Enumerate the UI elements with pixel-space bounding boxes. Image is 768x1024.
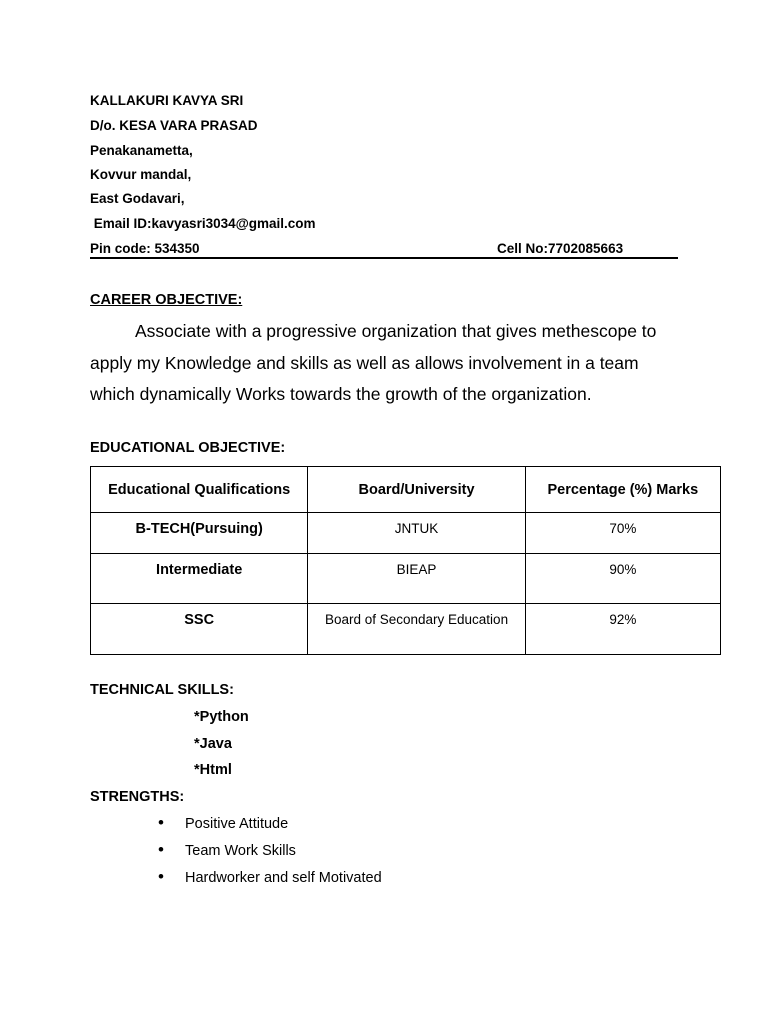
bullet-icon: • — [158, 867, 164, 886]
skill-item: *Html — [194, 762, 232, 778]
board-cell: JNTUK — [308, 513, 525, 554]
qualification-cell: B-TECH(Pursuing) — [91, 513, 308, 554]
address-line-3: East Godavari, — [90, 191, 185, 206]
qualification-cell: Intermediate — [91, 554, 308, 604]
column-header: Educational Qualifications — [91, 467, 308, 513]
educational-objective-heading: EDUCATIONAL OBJECTIVE: — [90, 440, 286, 456]
career-objective-text: Associate with a progressive organization that gives methescope to apply my Knowledge and skills as well as allows involvement in a team which dynamically Works towards the growth of the organization. — [90, 321, 657, 404]
qualification-cell: SSC — [91, 604, 308, 655]
strength-item: Positive Attitude — [185, 816, 289, 832]
board-cell: Board of Secondary Education — [308, 604, 525, 655]
board-cell: BIEAP — [308, 554, 525, 604]
header-divider — [90, 257, 678, 259]
email: Email ID:kavyasri3034@gmail.com — [90, 216, 316, 231]
candidate-name: KALLAKURI KAVYA SRI — [90, 93, 244, 108]
bullet-icon: • — [158, 840, 164, 859]
strength-item: Team Work Skills — [185, 843, 296, 859]
technical-skills-heading: TECHNICAL SKILLS: — [90, 682, 234, 698]
parent-name: D/o. KESA VARA PRASAD — [90, 118, 258, 133]
address-line-2: Kovvur mandal, — [90, 167, 192, 182]
skill-item: *Java — [194, 736, 232, 752]
cell-number: Cell No:7702085663 — [497, 241, 624, 256]
percentage-cell: 70% — [525, 513, 720, 554]
percentage-cell: 90% — [525, 554, 720, 604]
table-row — [91, 513, 721, 554]
strength-item: Hardworker and self Motivated — [185, 870, 382, 886]
column-header: Board/University — [308, 467, 525, 513]
column-header: Percentage (%) Marks — [525, 467, 720, 513]
bullet-icon: • — [158, 813, 164, 832]
education-table — [90, 466, 721, 655]
table-row — [91, 554, 721, 604]
address-line-1: Penakanametta, — [90, 143, 193, 158]
skill-item: *Python — [194, 709, 249, 725]
percentage-cell: 92% — [525, 604, 720, 655]
table-row — [91, 604, 721, 655]
career-objective-heading: CAREER OBJECTIVE: — [90, 292, 243, 308]
strengths-heading: STRENGTHS: — [90, 789, 185, 805]
pin-code: Pin code: 534350 — [90, 241, 200, 256]
table-header-row — [91, 467, 721, 513]
